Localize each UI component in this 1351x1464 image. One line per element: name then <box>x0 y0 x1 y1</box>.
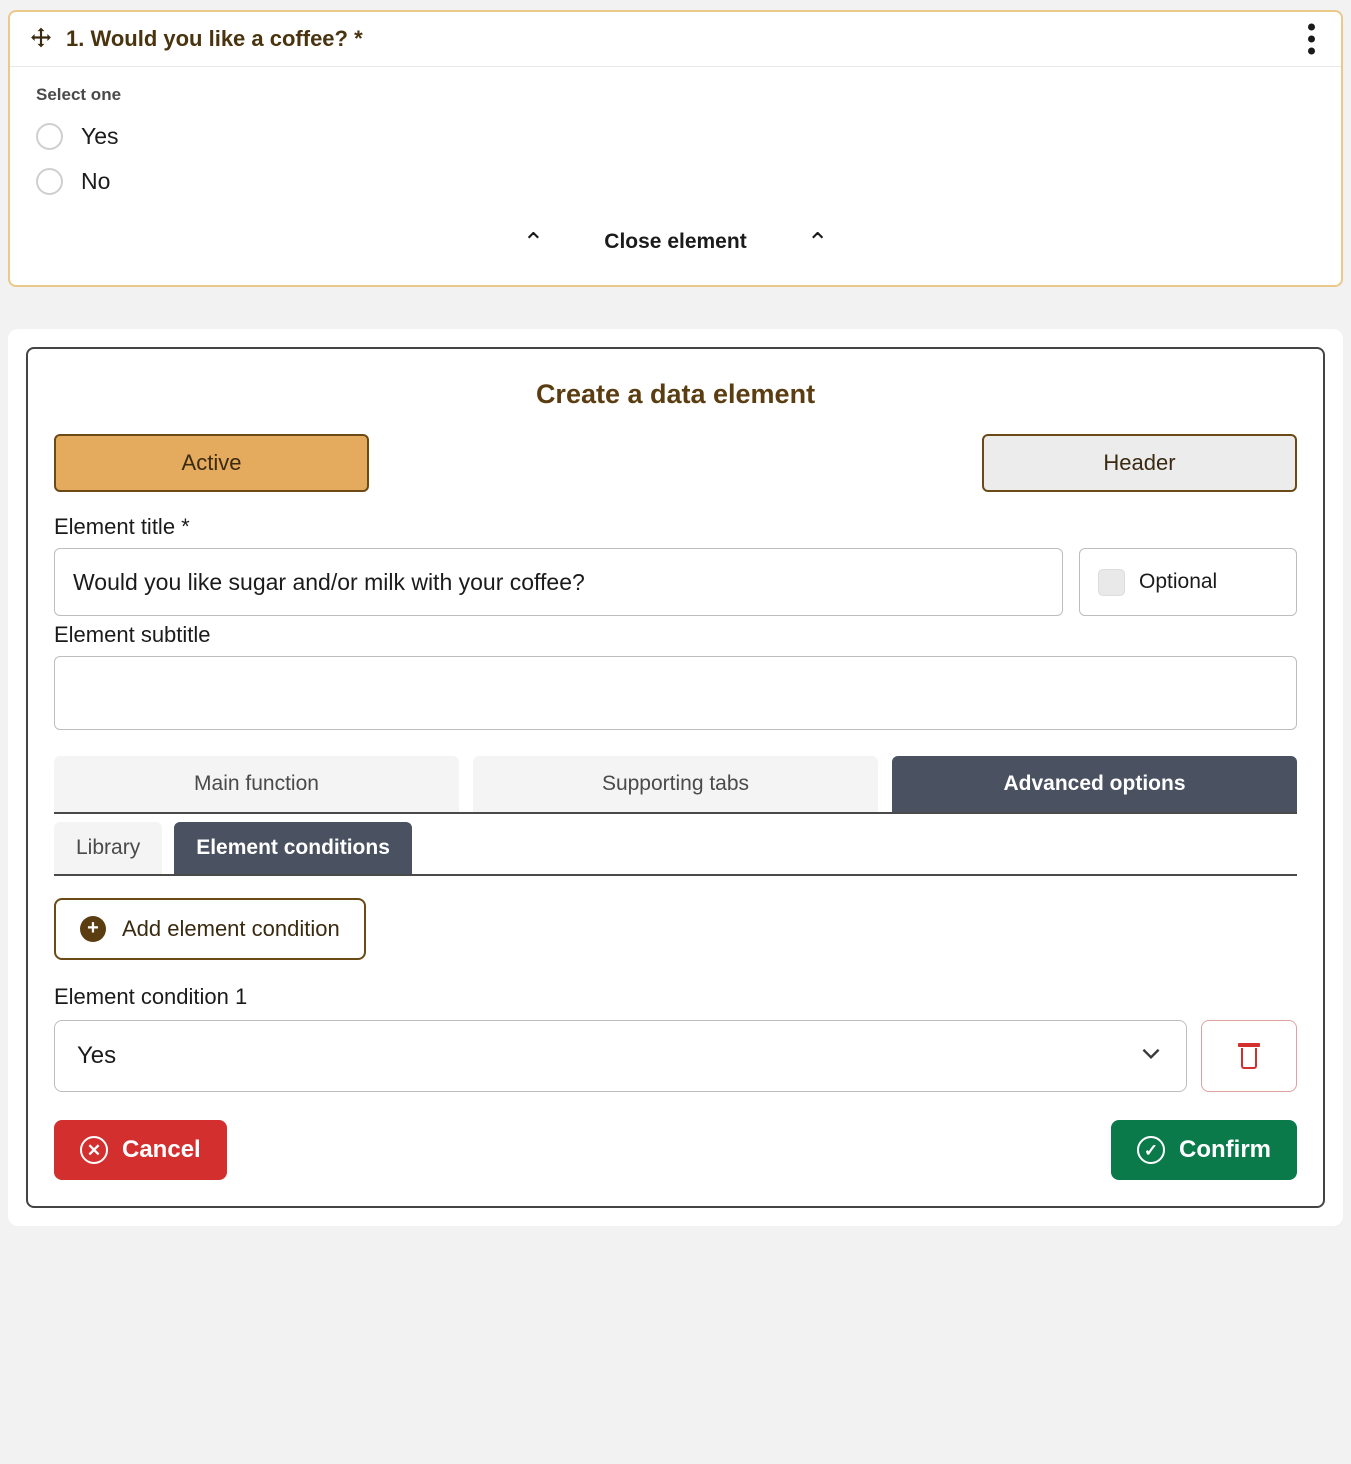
radio-option-yes[interactable] <box>36 123 1315 150</box>
element-condition-1-row <box>54 1020 1297 1092</box>
question-header <box>10 12 1341 67</box>
tab-supporting-tabs[interactable]: Supporting tabs <box>473 756 878 812</box>
confirm-button-label: Confirm <box>1179 1136 1271 1163</box>
element-condition-1-select[interactable] <box>54 1020 1187 1092</box>
radio-circle-icon[interactable] <box>36 123 63 150</box>
radio-option-label: Yes <box>81 123 119 149</box>
add-element-condition-button[interactable] <box>54 898 366 960</box>
check-circle-icon: ✓ <box>1137 1136 1165 1164</box>
kebab-menu-icon[interactable] <box>1304 20 1319 59</box>
create-panel-title: Create a data element <box>535 379 816 409</box>
confirm-button[interactable] <box>1111 1120 1297 1180</box>
question-body <box>10 67 1341 285</box>
element-title-label: Element title * <box>54 514 190 539</box>
optional-checkbox[interactable] <box>1098 569 1125 596</box>
add-element-condition-label: Add element condition <box>122 916 340 941</box>
tab-main-function[interactable]: Main function <box>54 756 459 812</box>
tab-advanced-options[interactable]: Advanced options <box>892 756 1297 812</box>
plus-icon: + <box>80 916 106 942</box>
close-element-button[interactable] <box>36 213 1315 277</box>
close-circle-icon: ✕ <box>80 1136 108 1164</box>
mode-button-active[interactable]: Active <box>54 434 369 492</box>
radio-option-label: No <box>81 168 111 194</box>
question-element-card <box>8 10 1343 287</box>
chevron-down-icon <box>1138 1040 1164 1072</box>
delete-condition-button[interactable] <box>1201 1020 1297 1092</box>
question-title: 1. Would you like a coffee? * <box>66 26 363 51</box>
optional-checkbox-group[interactable] <box>1079 548 1297 616</box>
element-title-row <box>54 548 1297 616</box>
cancel-button-label: Cancel <box>122 1136 201 1163</box>
element-subtitle-label: Element subtitle <box>54 622 211 647</box>
main-tabs <box>54 756 1297 814</box>
radio-option-no[interactable] <box>36 168 1315 195</box>
radio-circle-icon[interactable] <box>36 168 63 195</box>
optional-label: Optional <box>1139 570 1218 593</box>
chevron-up-icon-left: ⌃ <box>522 227 545 257</box>
cancel-button[interactable] <box>54 1120 227 1180</box>
element-subtitle-input[interactable] <box>54 656 1297 730</box>
sub-tabs <box>54 822 1297 876</box>
element-title-input[interactable] <box>54 548 1063 616</box>
element-condition-1-label: Element condition 1 <box>54 984 248 1009</box>
select-one-hint: Select one <box>36 85 122 104</box>
subtab-element-conditions[interactable]: Element conditions <box>174 822 412 874</box>
chevron-up-icon-right: ⌃ <box>806 227 829 257</box>
create-element-panel <box>26 347 1325 1208</box>
move-arrows-icon[interactable] <box>28 26 54 52</box>
element-condition-1-value: Yes <box>77 1042 117 1069</box>
close-element-label: Close element <box>604 230 747 253</box>
mode-toggle-group <box>54 434 1297 492</box>
panel-footer <box>54 1120 1297 1180</box>
subtab-library[interactable]: Library <box>54 822 162 874</box>
trash-icon <box>1238 1043 1260 1069</box>
mode-button-header[interactable]: Header <box>982 434 1297 492</box>
create-element-panel-wrapper <box>8 329 1343 1226</box>
